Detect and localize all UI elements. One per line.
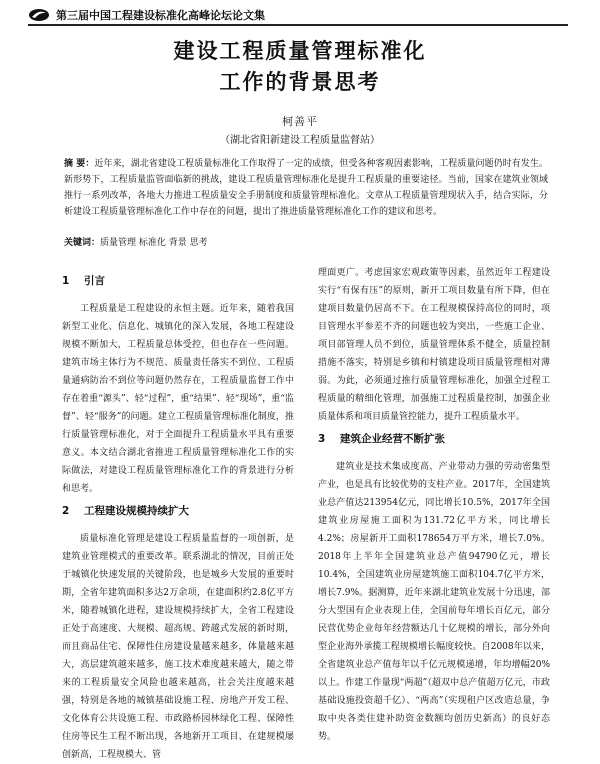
running-header <box>28 6 568 24</box>
section-2-heading <box>62 500 294 522</box>
section-1-number: 1 <box>62 275 70 287</box>
left-column <box>62 268 294 764</box>
header-rule <box>28 24 568 26</box>
section-1-heading <box>62 270 294 292</box>
section-1-paragraph: 工程质量是工程建设的永恒主题。近年来，随着我国新型工业化、信息化、城镇化的深入发展，各地工程建设规模不断加大，工程质量总体受控，但也存在一些问题。建筑市场主体行为不规范、质量责任落实不到位、工程质量通病防治不到位等问题仍然存在，工程质量监督工作中存在着重“源头”、轻“过程”，重“结果”、轻“现场”，重“监督”、轻“服务”的问题。建立工程质量管理标准化制度，推行质量管理标准化，对于全面提升工程质量水平具有重要意义。本文结合湖北省推进工程质量管理标准化工作的实际做法，对建设工程质量管理标准化工作的背景进行分析和思考。 <box>62 304 294 494</box>
section-3-paragraph: 建筑业是技术集成度高、产业带动力强的劳动密集型产业，也是具有比较优势的支柱产业。2017年，全国建筑业总产值达213954亿元，同比增长10.5%，2017年全国建筑业房屋施工面积为131.72亿平方米，同比增长4.2%；房屋新开工面积178654万平方米，增长7.0%。2018年上半年全国建筑业总产值94790亿元，增长10.4%，全国建筑业房屋建筑施工面积104.7亿平方米，增长7.9%。据测算，近年来湖北建筑业发展十分迅速，部分大型国有企业表现上佳，全国前每年增长百亿元，部分民营优势企业每年经营额达几十亿规模的增长，部分外向型企业海外承揽工程规模增长幅度较快。自2008年以来，全省建筑业总产值每年以千亿元规模递增，年均增幅20%以上。作建工作量现“两超”（超双中总产值超万亿元，市政基础设施投资超千亿）、“两高”（实现租户区改造总量，争取中央各类住建补助资金数额均创历史新高）的良好态势。 <box>318 462 550 742</box>
abstract-label: 摘 要： <box>64 159 95 169</box>
section-2-title: 工程建设规模持续扩大 <box>84 505 189 517</box>
section-2-number: 2 <box>62 505 70 517</box>
section-3-number: 3 <box>318 433 326 445</box>
title-line-1: 建设工程质量管理标准化 <box>173 39 427 63</box>
conference-logo-icon <box>28 8 50 22</box>
keywords-text: 质量管理 标准化 背景 思考 <box>100 238 208 248</box>
affiliation: （湖北省阳新建设工程质量监督站） <box>220 135 380 146</box>
section-2-paragraph-continued: 理面更广。考虑国家宏观政策等因素，虽然近年工程建设实行“有保有压”的原则，新开工项目数量有所下降，但在建项目数量仍居高不下。在工程规模保持高位的同时，项目管理水平参差不齐的问题也较为突出，一些施工企业、项目部管理人员不到位，质量管理体系不健全，质量控制措施不落实，特别是乡镇和村镇建设项目质量管理相对薄弱。为此，必须通过推行质量管理标准化，加强全过程工程质量的精细化管理，加强施工过程质量控制，加强企业质量体系和项目质量管控能力，提升工程质量水平。 <box>318 268 550 422</box>
keywords <box>64 236 548 250</box>
running-title: 第三届中国工程建设标准化高峰论坛论文集 <box>56 9 265 22</box>
section-3-heading <box>318 428 550 450</box>
section-1-title: 引言 <box>84 275 105 287</box>
abstract-text: 近年来，湖北省建设工程质量标准化工作取得了一定的成绩，但受各种客观因素影响，工程质量问题仍时有发生。新形势下，工程质量监管面临新的挑战，建设工程质量管理标准化是提升工程质量的重要途径。当前，国家在建筑业领域推行一系列改革，各地大力推进工程质量安全手册制度和质量管理标准化。文章从工程质量管理现状入手，结合实际，分析建设工程质量管理标准化工作中存在的问题，提出了推进质量管理标准化工作的建议和思考。 <box>64 159 548 217</box>
section-2-paragraph: 质量标准化管理是建设工程质量监督的一项创新，是建筑业管理模式的重要改革。联系湖北的情况，目前正处于城镇化快速发展的关键阶段，也是城乡大发展的重要时期，全省年建筑面积多达2万余项，在建面积约2.8亿平方米，随着城镇化进程，建设规模持续扩大，全省工程建设正处于高速度、大规模、超高规、跨越式发展的新时期，而且商品住宅、保障性住房建设量越来越多，体量越来越大，高层建筑越来越多，施工技术难度越来越大，随之带来的工程质量安全风险也越来越高，社会关注度越来越强，特别是各地的城镇基础设施工程、房地产开发工程、文化体育公共设施工程、市政路桥园林绿化工程、保障性住房等民生工程不断出现，各地新开工项目、在建规模屡创新高，工程规模大、管 <box>62 534 294 760</box>
title-line-2: 工作的背景思考 <box>219 70 381 94</box>
article-title <box>0 36 600 98</box>
abstract <box>64 156 548 220</box>
keywords-label: 关键词： <box>64 238 101 248</box>
right-column <box>318 264 550 746</box>
section-3-title: 建筑企业经营不断扩张 <box>340 433 445 445</box>
author: 柯善平 <box>282 115 318 128</box>
